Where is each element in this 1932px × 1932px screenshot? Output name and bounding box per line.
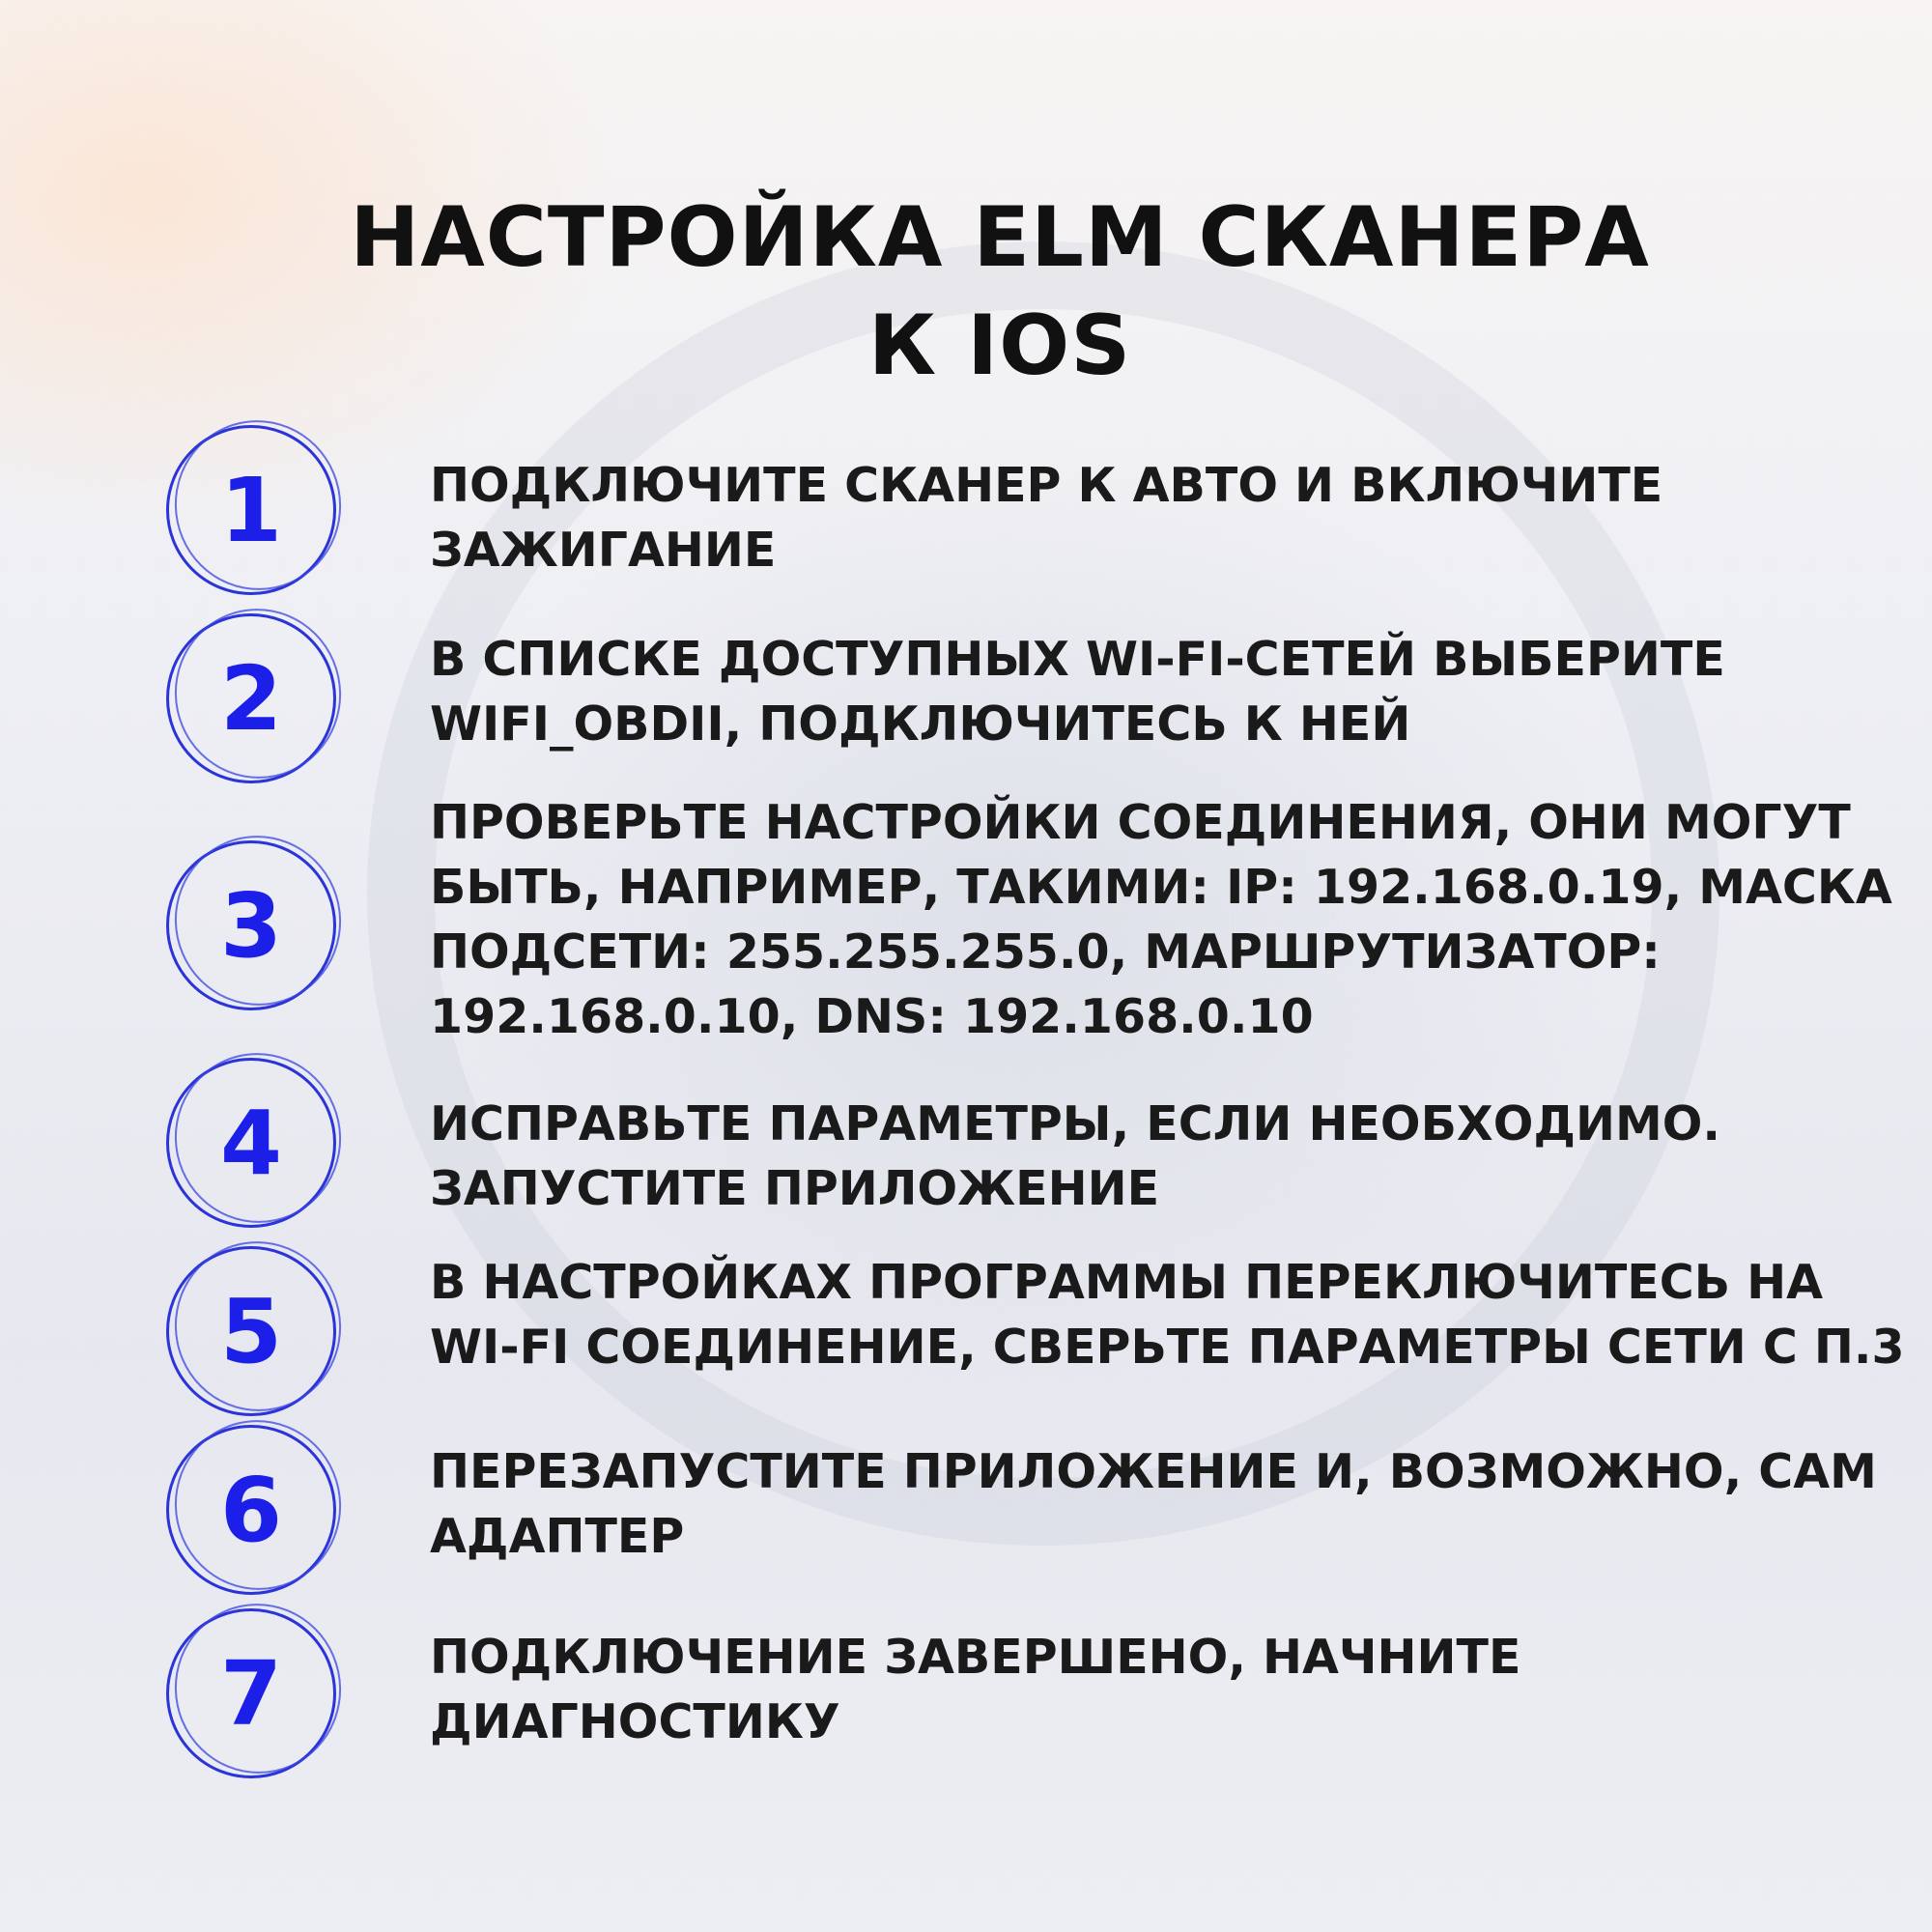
step-number-badge: 6 [166,1425,336,1595]
step-number-badge: 7 [166,1608,336,1778]
title-line-2: К IOS [867,297,1132,394]
step-number-badge: 1 [166,425,336,595]
step-number-badge: 3 [166,840,336,1010]
step-number-badge: 4 [166,1058,336,1228]
title-line-1: НАСТРОЙКА ELM СКАНЕРА [350,188,1650,286]
step-text: ПОДКЛЮЧЕНИЕ ЗАВЕРШЕНО, НАЧНИТЕ ДИАГНОСТИКУ [430,1630,1521,1749]
step-text: В НАСТРОЙКАХ ПРОГРАММЫ ПЕРЕКЛЮЧИТЕСЬ НА WI-FI СОЕДИНЕНИЕ, СВЕРЬТЕ ПАРАМЕТРЫ СЕТИ С П.3 [430,1255,1905,1375]
step-text: ИСПРАВЬТЕ ПАРАМЕТРЫ, ЕСЛИ НЕОБХОДИМО. ЗАПУСТИТЕ ПРИЛОЖЕНИЕ [430,1096,1721,1216]
step-text: ПЕРЕЗАПУСТИТЕ ПРИЛОЖЕНИЕ И, ВОЗМОЖНО, САМ АДАПТЕР [430,1444,1877,1564]
step-text: В СПИСКЕ ДОСТУПНЫХ WI-FI-СЕТЕЙ ВЫБЕРИТЕ WIFI_OBDII, ПОДКЛЮЧИТЕСЬ К НЕЙ [430,632,1725,752]
page-title [0,184,1932,400]
step-number-badge: 5 [166,1246,336,1416]
step-text: ПРОВЕРЬТЕ НАСТРОЙКИ СОЕДИНЕНИЯ, ОНИ МОГУТ БЫТЬ, НАПРИМЕР, ТАКИМИ: IP: 192.168.0.19, МАСКА ПОДСЕТИ: 255.255.255.0, МАРШРУТИЗАТОР: 192.168.0.10, DNS: 192.168.0.10 [430,795,1892,1044]
step-text: ПОДКЛЮЧИТЕ СКАНЕР К АВТО И ВКЛЮЧИТЕ ЗАЖИГАНИЕ [430,458,1663,578]
step-number-badge: 2 [166,613,336,783]
